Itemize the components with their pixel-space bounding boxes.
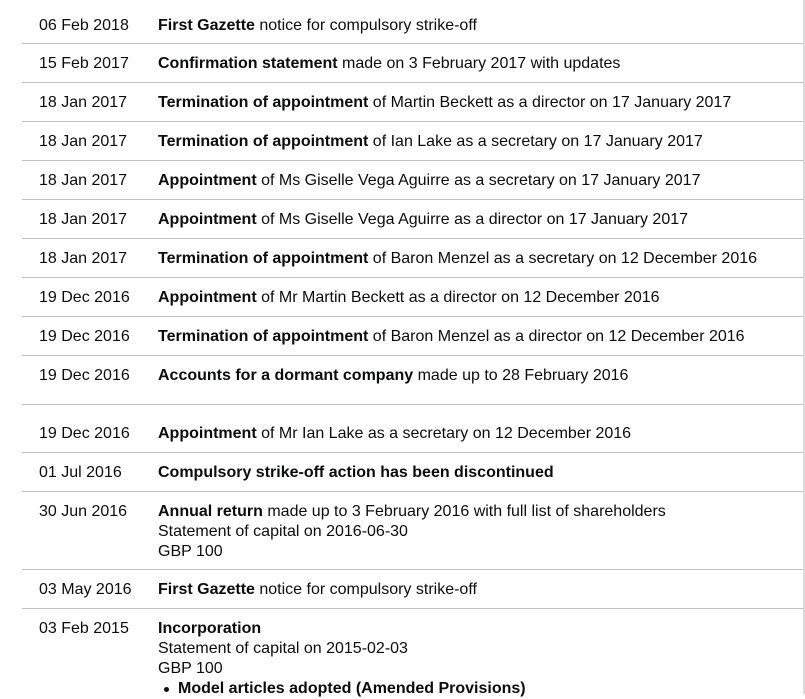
filing-row	[22, 161, 805, 200]
filing-detail: of Baron Menzel as a director on 12 December 2016	[368, 328, 745, 345]
filing-date: 18 Jan 2017	[39, 250, 128, 267]
filing-row	[22, 122, 805, 161]
filing-detail: of Baron Menzel as a secretary on 12 December 2016	[368, 250, 758, 267]
filing-date: 18 Jan 2017	[39, 94, 128, 111]
filing-date: 18 Jan 2017	[39, 211, 128, 228]
filing-description	[158, 210, 798, 230]
filing-detail: notice for compulsory strike-off	[254, 581, 477, 598]
filing-row	[22, 609, 805, 699]
filing-type: Confirmation statement	[158, 55, 338, 72]
filing-description	[158, 366, 798, 386]
filing-type: Termination of appointment	[158, 250, 369, 267]
capital-amount: GBP 100	[158, 660, 223, 677]
filing-detail: of Ms Giselle Vega Aguirre as a director on 17 January 2017	[256, 211, 689, 228]
filing-row	[22, 317, 805, 356]
filing-detail: of Mr Martin Beckett as a director on 12 December 2016	[256, 289, 660, 306]
filing-date: 30 Jun 2016	[39, 503, 128, 520]
filing-type: Annual return	[158, 503, 263, 520]
filing-row	[22, 356, 805, 405]
filing-date: 03 May 2016	[39, 581, 132, 598]
filing-date: 03 Feb 2015	[39, 620, 129, 637]
filing-type: Appointment	[158, 425, 257, 442]
filing-detail: made up to 28 February 2016	[413, 367, 629, 384]
capital-statement: Statement of capital on 2016-06-30	[158, 523, 408, 540]
filing-type: Compulsory strike-off action has been discontinued	[158, 464, 554, 481]
filing-date: 15 Feb 2017	[39, 55, 129, 72]
filing-detail: of Ian Lake as a secretary on 17 January 2017	[368, 133, 703, 150]
filing-description	[158, 619, 798, 699]
filing-description	[158, 93, 798, 113]
filing-row	[22, 200, 805, 239]
filing-row	[22, 278, 805, 317]
filing-type: Termination of appointment	[158, 94, 369, 111]
filing-detail: notice for compulsory strike-off	[254, 17, 477, 34]
resolutions-list	[158, 679, 798, 699]
filing-row	[22, 492, 805, 570]
capital-amount: GBP 100	[158, 543, 223, 560]
filing-detail: made on 3 February 2017 with updates	[337, 55, 621, 72]
filing-type: Termination of appointment	[158, 133, 369, 150]
filing-detail: of Mr Ian Lake as a secretary on 12 December 2016	[256, 425, 632, 442]
filing-row	[22, 44, 805, 83]
filing-date: 19 Dec 2016	[39, 289, 130, 306]
filing-row	[22, 453, 805, 492]
filing-type: Appointment	[158, 172, 257, 189]
filing-description	[158, 132, 798, 152]
filing-description	[158, 502, 798, 562]
filing-description	[158, 327, 798, 347]
list-item: Model articles adopted (Amended Provisions)	[178, 679, 798, 699]
filing-row	[22, 0, 805, 44]
filing-type: Accounts for a dormant company	[158, 367, 414, 384]
filing-detail: of Martin Beckett as a director on 17 January 2017	[368, 94, 732, 111]
filing-type: Termination of appointment	[158, 328, 369, 345]
filing-detail: of Ms Giselle Vega Aguirre as a secretary on 17 January 2017	[256, 172, 701, 189]
filing-type: First Gazette	[158, 581, 255, 598]
filing-row	[22, 570, 805, 609]
filing-date: 19 Dec 2016	[39, 328, 130, 345]
filing-type: Appointment	[158, 211, 257, 228]
filing-description	[158, 424, 798, 444]
filing-type: Appointment	[158, 289, 257, 306]
capital-statement: Statement of capital on 2015-02-03	[158, 640, 408, 657]
filing-description	[158, 249, 798, 269]
filing-type: First Gazette	[158, 17, 255, 34]
filing-description	[158, 16, 798, 36]
filing-detail: made up to 3 February 2016 with full list of shareholders	[262, 503, 666, 520]
filing-row	[22, 405, 805, 453]
filing-date: 01 Jul 2016	[39, 464, 122, 481]
filing-description	[158, 171, 798, 191]
filing-date: 18 Jan 2017	[39, 133, 128, 150]
filing-type: Incorporation	[158, 620, 262, 637]
filing-row	[22, 83, 805, 122]
filing-date: 19 Dec 2016	[39, 425, 130, 442]
filing-row	[22, 239, 805, 278]
filing-description	[158, 580, 798, 600]
filing-description	[158, 54, 798, 74]
filing-date: 06 Feb 2018	[39, 17, 129, 34]
filing-description	[158, 288, 798, 308]
filing-date: 19 Dec 2016	[39, 367, 130, 384]
filing-description	[158, 463, 798, 483]
filing-date: 18 Jan 2017	[39, 172, 128, 189]
